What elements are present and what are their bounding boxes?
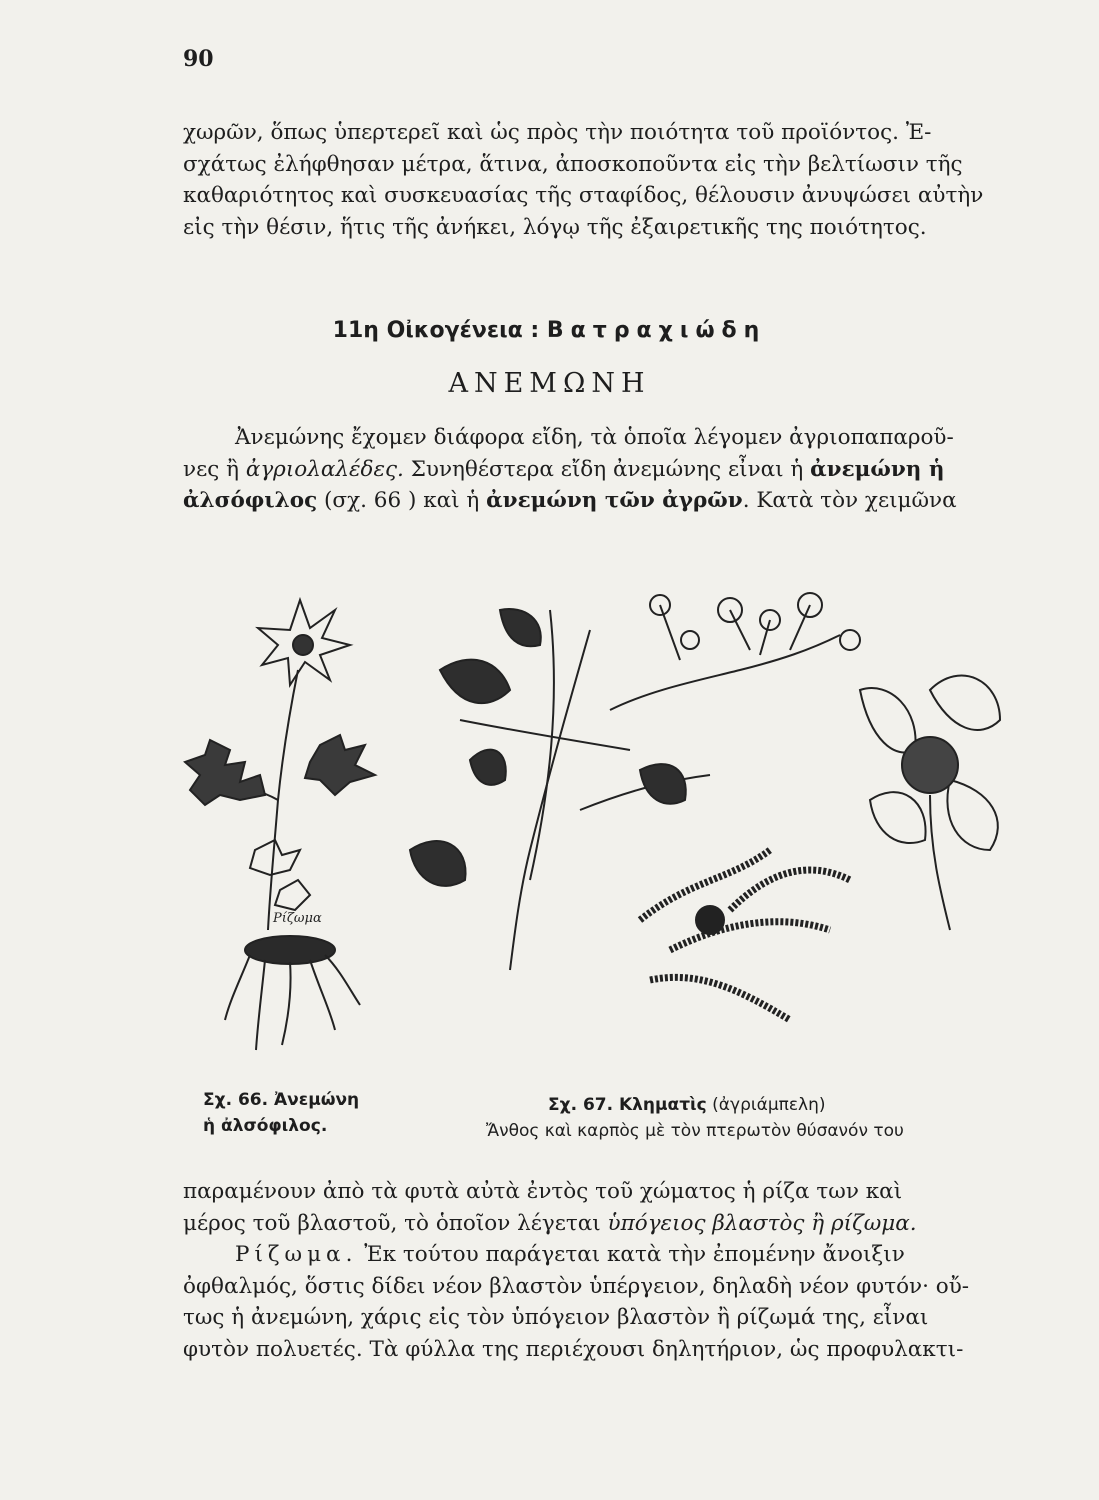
- text-line: σχάτως ἐλήφθησαν μέτρα, ἅτινα, ἀποσκοποῦντα εἰς τὴν βελτίωσιν τῆς: [183, 151, 963, 177]
- caption-rest: (ἀγριάμπελη): [706, 1095, 826, 1115]
- text-line: χωρῶν, ὅπως ὑπερτερεῖ καὶ ὡς πρὸς τὴν ποιότητα τοῦ προϊόντος. Ἐ-: [183, 120, 932, 145]
- text-line: [183, 454, 1018, 486]
- caption-line: Ἄνθος καὶ καρπὸς μὲ τὸν πτερωτὸν θύσανόν του: [486, 1121, 904, 1141]
- clematis-drawing: [410, 593, 860, 1020]
- italic-term: ἀγριολαλέδες.: [245, 456, 404, 482]
- bold-term: ἀλσόφιλος: [183, 488, 318, 513]
- rhizome-label: Ρίζωμα: [273, 911, 322, 926]
- bold-term: ἀνεμώνη ἡ: [810, 456, 945, 482]
- family-heading-prefix: 11η Οἰκογένεια :: [332, 318, 540, 343]
- anemone-paragraph: [183, 422, 1018, 517]
- clematis-flower-drawing: [860, 676, 1000, 930]
- text-line: [183, 1239, 1018, 1271]
- text-line: τως ἡ ἀνεμώνη, χάρις εἰς τὸν ὑπόγειον βλαστὸν ἢ ρίζωμά της, εἶναι: [183, 1305, 929, 1330]
- text-run: . Κατὰ τὸν χειμῶνα: [742, 488, 957, 513]
- top-paragraph: [183, 117, 1018, 243]
- spaced-term: Ρίζωμα.: [235, 1242, 358, 1267]
- text-run: Ἐκ τούτου παράγεται κατὰ τὴν ἐπομένην ἄνοιξιν: [357, 1242, 905, 1267]
- botanical-illustration: [170, 550, 1030, 1080]
- text-line: Ἀνεμώνης ἔχομεν διάφορα εἴδη, τὰ ὁποῖα λέγομεν ἀγριοπαπαροῦ-: [235, 425, 954, 450]
- text-run: (σχ. 66 ) καὶ ἡ: [317, 488, 487, 513]
- text-line: παραμένουν ἀπὸ τὰ φυτὰ αὐτὰ ἐντὸς τοῦ χώματος ἡ ρίζα των καὶ: [183, 1179, 903, 1204]
- text-run: νες ἢ: [183, 456, 246, 482]
- text-line: φυτὸν πολυετές. Τὰ φύλλα της περιέχουσι δηλητήριον, ὡς προφυλακτι-: [183, 1336, 964, 1362]
- bottom-paragraph: [183, 1176, 1018, 1365]
- text-line: εἰς τὴν θέσιν, ἥτις τῆς ἀνήκει, λόγῳ τῆς ἐξαιρετικῆς της ποιότητος.: [183, 214, 927, 240]
- caption-line: [548, 1092, 904, 1118]
- text-run: Συνηθέστερα εἴδη ἀνεμώνης εἶναι ἡ: [403, 456, 811, 482]
- caption-fig-67: [486, 1092, 904, 1144]
- caption-bold: Σχ. 67. Κληματὶς: [548, 1095, 707, 1115]
- italic-term: ὑπόγειος βλαστὸς ἢ ρίζωμα.: [607, 1210, 917, 1236]
- bold-term: ἀνεμώνη τῶν ἀγρῶν: [486, 488, 743, 513]
- text-line: [183, 485, 1018, 517]
- section-title: ΑΝΕΜΩΝΗ: [448, 368, 651, 399]
- family-heading-name: Βατραχιώδη: [546, 318, 767, 343]
- anemone-plant-drawing: [185, 600, 375, 1050]
- page-number: 90: [183, 46, 214, 72]
- family-heading: [0, 318, 1099, 343]
- text-run: μέρος τοῦ βλαστοῦ, τὸ ὁποῖον λέγεται: [183, 1210, 608, 1236]
- text-line: καθαριότητος καὶ συσκευασίας τῆς σταφίδος, θέλουσιν ἀνυψώσει αὐτὴν: [183, 183, 984, 208]
- text-line: ὀφθαλμός, ὅστις δίδει νέον βλαστὸν ὑπέργειον, δηλαδὴ νέον φυτόν· οὔ-: [183, 1273, 970, 1299]
- caption-fig-66: [203, 1087, 359, 1139]
- caption-line: ἡ ἀλσόφιλος.: [203, 1116, 328, 1136]
- text-line: [183, 1208, 1018, 1240]
- caption-line: Σχ. 66. Ἀνεμώνη: [203, 1090, 360, 1110]
- figure-illustrations: [170, 550, 1030, 1080]
